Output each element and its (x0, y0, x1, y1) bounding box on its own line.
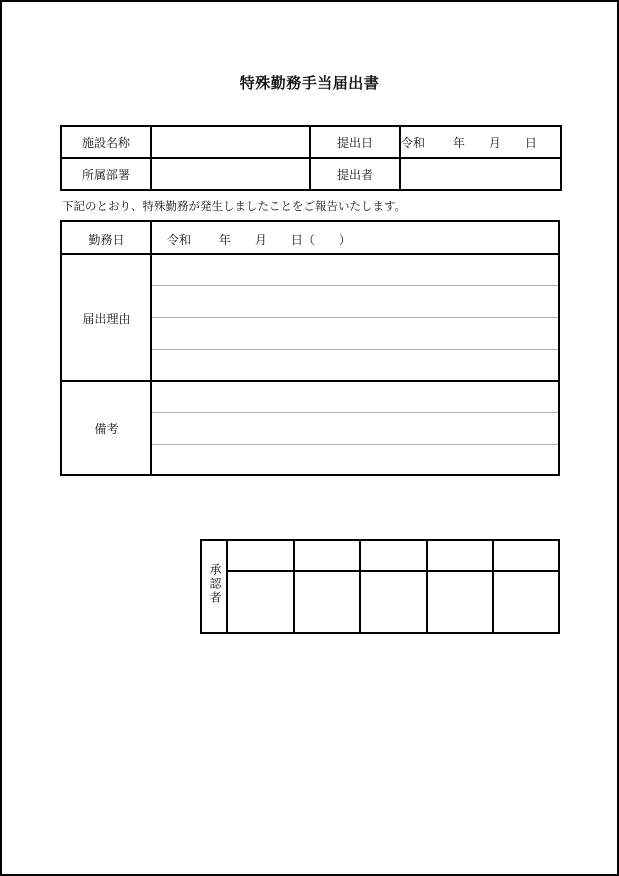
reason-label: 届出理由 (82, 312, 131, 326)
submit-date-field[interactable]: 令和 年 月 日 (400, 126, 561, 158)
approver-stamp-cell-2[interactable] (295, 572, 359, 632)
details-table (60, 220, 560, 476)
approver-title-cell-3[interactable] (361, 541, 426, 570)
approver-stamp-cell-5[interactable] (494, 572, 558, 632)
workday-label: 勤務日 (88, 233, 125, 247)
header-table (60, 125, 562, 191)
facility-name-field[interactable] (151, 126, 310, 158)
approver-stamp-cell-4[interactable] (428, 572, 492, 632)
approver-stamp-cell-3[interactable] (361, 572, 426, 632)
facility-name-label: 施設名称 (61, 126, 151, 158)
remarks-line-2 (152, 444, 558, 445)
approver-title-cell-4[interactable] (428, 541, 492, 570)
reason-line-2 (152, 317, 558, 318)
submitter-field[interactable] (400, 158, 561, 190)
department-field[interactable] (151, 158, 310, 190)
approver-label: 承認者 (208, 563, 222, 605)
department-label: 所属部署 (61, 158, 151, 190)
approver-title-cell-5[interactable] (494, 541, 558, 570)
workday-field[interactable]: 令和 年 月 日（ ） (167, 233, 351, 247)
remarks-label: 備考 (94, 422, 119, 436)
submit-date-label: 提出日 (310, 126, 400, 158)
approval-table (200, 539, 560, 634)
remarks-line-1 (152, 412, 558, 413)
document-title: 特殊勤務手当届出書 (239, 74, 380, 92)
approver-title-cell-1[interactable] (228, 541, 293, 570)
report-note: 下記のとおり、特殊勤務が発生しましたことをご報告いたします。 (62, 199, 407, 213)
reason-line-1 (152, 285, 558, 286)
row-border (62, 380, 558, 382)
submitter-label: 提出者 (310, 158, 400, 190)
approver-title-cell-2[interactable] (295, 541, 359, 570)
approver-stamp-cell-1[interactable] (228, 572, 293, 632)
row-border (62, 253, 558, 255)
reason-line-3 (152, 349, 558, 350)
